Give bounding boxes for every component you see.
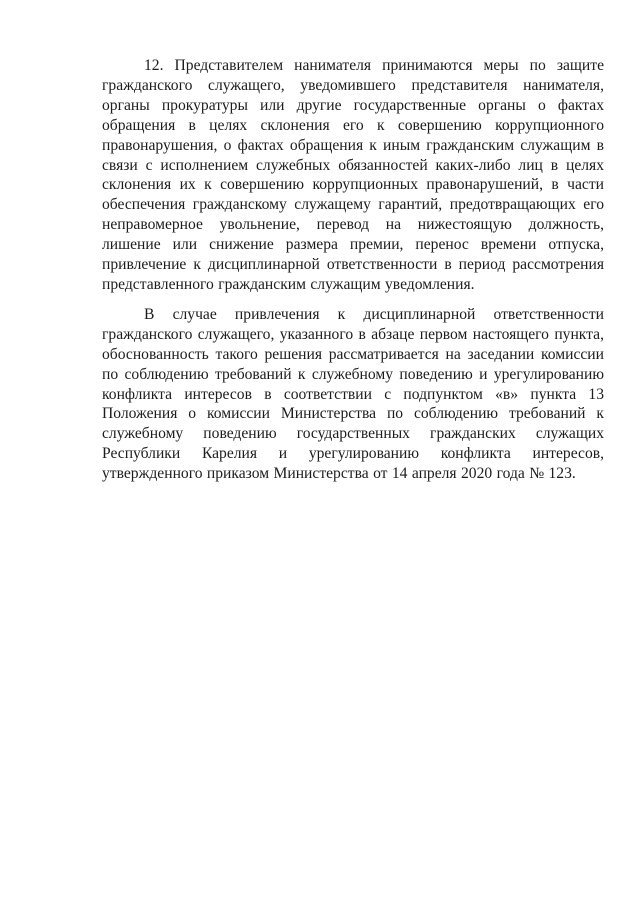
- paragraph-disciplinary-case: В случае привлечения к дисциплинарной ответственности гражданского служащего, указанного в абзаце первом настоящего пункта, обоснованность такого решения рассматривается на заседании комиссии по соблюдению требований к служебному поведению и урегулированию конфликта интересов в соответствии с подпунктом «в» пункта 13 Положения о комиссии Министерства по соблюдению требований к служебному поведению государственных гражданских служащих Республики Карелия и урегулированию конфликта интересов, утвержденного приказом Министерства от 14 апреля 2020 года № 123.: [102, 305, 604, 483]
- document-body: [102, 56, 604, 484]
- paragraph-protection-measures: 12. Представителем нанимателя принимаются меры по защите гражданского служащего, уведомившего представителя нанимателя, органы прокуратуры или другие государственные органы о фактах обращения в целях склонения его к совершению коррупционного правонарушения, о фактах обращения к иным гражданским служащим в связи с исполнением служебных обязанностей каких-либо лиц в целях склонения их к совершению коррупционных правонарушений, в части обеспечения гражданскому служащему гарантий, предотвращающих его неправомерное увольнение, перевод на нижестоящую должность, лишение или снижение размера премии, перенос времени отпуска, привлечение к дисциплинарной ответственности в период рассмотрения представленного гражданским служащим уведомления.: [102, 57, 604, 293]
